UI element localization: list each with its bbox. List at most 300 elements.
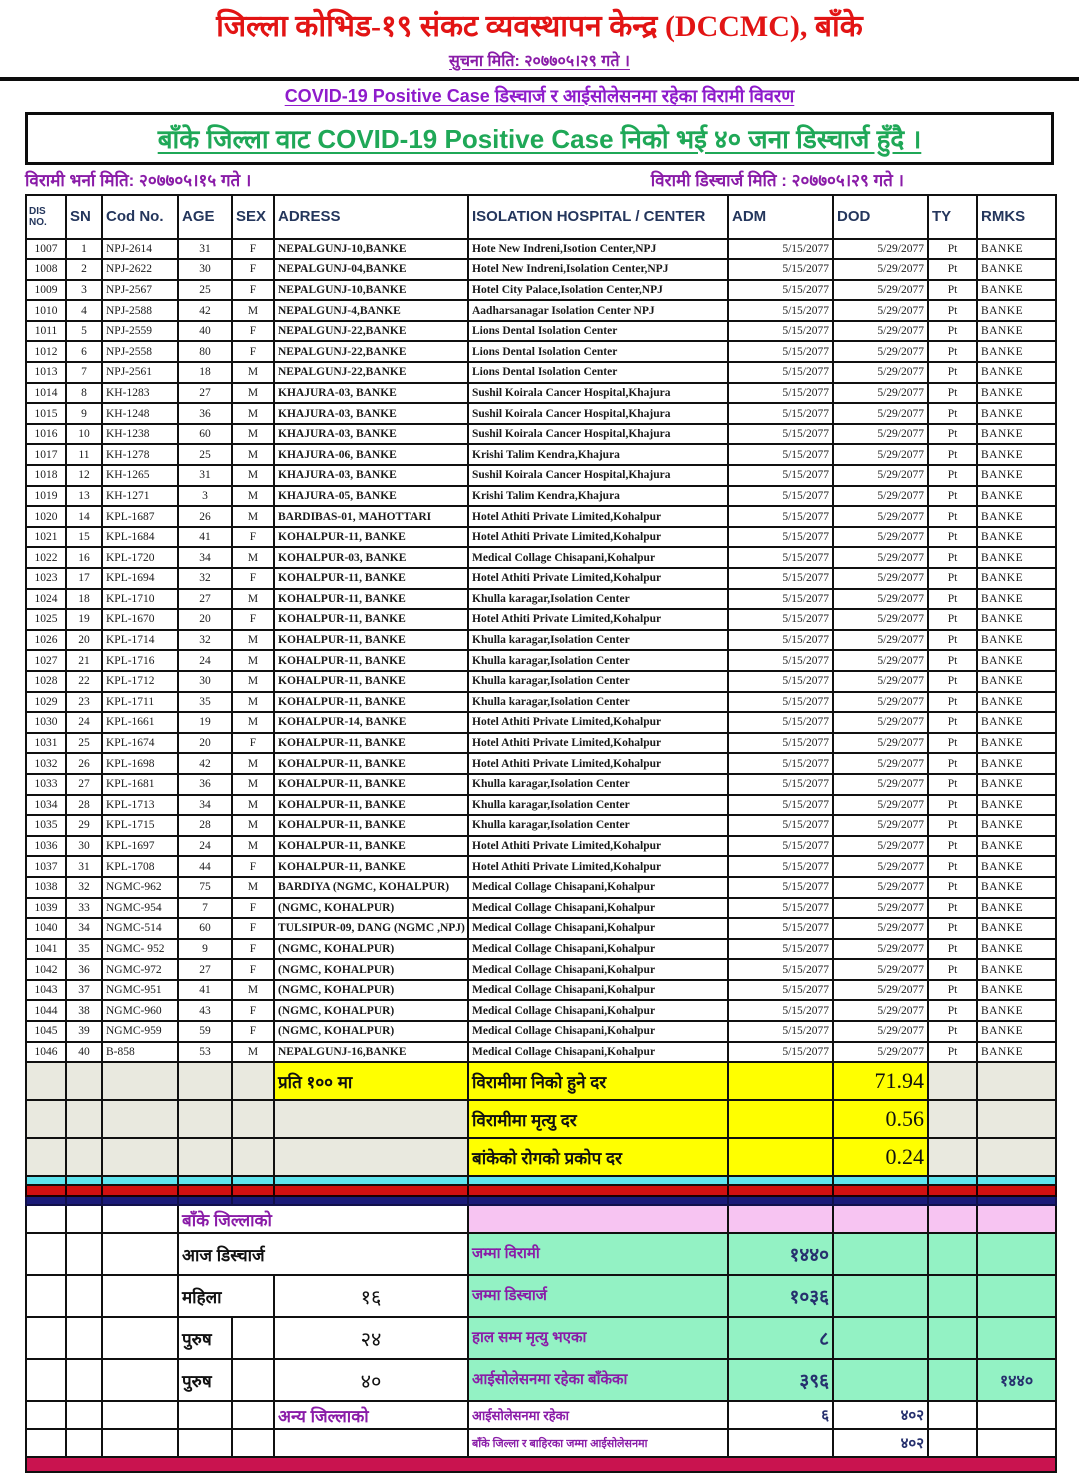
- empty-cell: [66, 1100, 102, 1138]
- cell-age: 36: [178, 403, 232, 424]
- cell-cod: NGMC- 952: [102, 939, 178, 960]
- cell-sex: M: [232, 506, 274, 527]
- cell-dis: 1045: [26, 1021, 66, 1042]
- cell-ty: Pt: [928, 444, 977, 465]
- table-row: [26, 444, 1056, 465]
- cell-dod: 5/29/2077: [833, 362, 928, 383]
- cell-dod: 5/29/2077: [833, 609, 928, 630]
- cell-sex: M: [232, 671, 274, 692]
- cell-address: KOHALPUR-14, BANKE: [274, 712, 468, 733]
- cell-rmks: BANKE: [977, 280, 1056, 301]
- cell-ty: Pt: [928, 1000, 977, 1021]
- cell-dod: 5/29/2077: [833, 959, 928, 980]
- summary-row-grand-total: [26, 1429, 1056, 1457]
- empty-cell: [102, 1100, 178, 1138]
- cell-adm: 5/15/2077: [728, 877, 833, 898]
- cell-isolation: Hote New Indreni,Isotion Center,NPJ: [468, 239, 728, 260]
- cell-age: 32: [178, 630, 232, 651]
- summary-row-district: [26, 1205, 1056, 1233]
- cell-ty: Pt: [928, 836, 977, 857]
- cell-rmks: BANKE: [977, 527, 1056, 548]
- cell-adm: 5/15/2077: [728, 486, 833, 507]
- cell-age: 42: [178, 300, 232, 321]
- cell-sex: M: [232, 547, 274, 568]
- cell-adm: 5/15/2077: [728, 300, 833, 321]
- cell-sex: M: [232, 630, 274, 651]
- cell-age: 59: [178, 1021, 232, 1042]
- mint-cell: [833, 1359, 928, 1401]
- cell-adm: 5/15/2077: [728, 856, 833, 877]
- cell-address: BARDIYA (NGMC, KOHALPUR): [274, 877, 468, 898]
- cell-dis: 1041: [26, 939, 66, 960]
- cell-cod: NGMC-514: [102, 918, 178, 939]
- table-row: [26, 1000, 1056, 1021]
- rate-value-mortality: 0.56: [833, 1100, 928, 1138]
- cell-ty: Pt: [928, 341, 977, 362]
- cell-sn: 6: [66, 341, 102, 362]
- cell-ty: Pt: [928, 527, 977, 548]
- cell-cod: KPL-1670: [102, 609, 178, 630]
- cell-rmks: BANKE: [977, 609, 1056, 630]
- per-100-label: प्रति १०० मा: [274, 1062, 468, 1100]
- cell-cod: KPL-1697: [102, 836, 178, 857]
- cell-sex: M: [232, 486, 274, 507]
- cell-address: TULSIPUR-09, DANG (NGMC ,NPJ): [274, 918, 468, 939]
- isolation-banke-label: आईसोलेसनमा रहेका बाँकेका: [468, 1359, 728, 1401]
- rate-row: [26, 1138, 1056, 1176]
- empty-cell: [728, 1429, 833, 1457]
- cell-dis: 1021: [26, 527, 66, 548]
- cell-cod: KH-1271: [102, 486, 178, 507]
- cell-address: KOHALPUR-11, BANKE: [274, 568, 468, 589]
- cell-adm: 5/15/2077: [728, 424, 833, 445]
- cell-sn: 8: [66, 383, 102, 404]
- rate-row: [26, 1062, 1056, 1100]
- cell-sn: 9: [66, 403, 102, 424]
- cell-dis: 1009: [26, 280, 66, 301]
- cell-rmks: BANKE: [977, 712, 1056, 733]
- cell-sn: 25: [66, 733, 102, 754]
- cell-dis: 1040: [26, 918, 66, 939]
- table-row: [26, 424, 1056, 445]
- cell-ty: Pt: [928, 898, 977, 919]
- cell-ty: Pt: [928, 980, 977, 1001]
- table-row: [26, 568, 1056, 589]
- cell-rmks: BANKE: [977, 383, 1056, 404]
- cell-sn: 4: [66, 300, 102, 321]
- cell-ty: Pt: [928, 774, 977, 795]
- cell-sn: 2: [66, 259, 102, 280]
- cell-adm: 5/15/2077: [728, 239, 833, 260]
- empty-cell: [928, 1062, 977, 1100]
- cell-dis: 1011: [26, 321, 66, 342]
- cell-cod: NGMC-954: [102, 898, 178, 919]
- male2-label: पुरुष: [178, 1359, 232, 1401]
- empty-cell: [26, 1401, 66, 1429]
- empty-cell: [66, 1205, 102, 1233]
- cell-dod: 5/29/2077: [833, 980, 928, 1001]
- cell-sex: F: [232, 321, 274, 342]
- cell-dod: 5/29/2077: [833, 424, 928, 445]
- cell-cod: KPL-1720: [102, 547, 178, 568]
- cell-address: KHAJURA-06, BANKE: [274, 444, 468, 465]
- cell-age: 27: [178, 589, 232, 610]
- cell-sex: M: [232, 692, 274, 713]
- empty-cell: [26, 1138, 66, 1176]
- cell-dod: 5/29/2077: [833, 856, 928, 877]
- cell-isolation: Hotel Athiti Private Limited,Kohalpur: [468, 753, 728, 774]
- rate-label-prevalence: बांकेको रोगको प्रकोप दर: [468, 1138, 728, 1176]
- cell-address: KHAJURA-03, BANKE: [274, 465, 468, 486]
- cell-dis: 1012: [26, 341, 66, 362]
- table-header: [26, 195, 1056, 239]
- cell-sex: F: [232, 918, 274, 939]
- cell-address: (NGMC, KOHALPUR): [274, 980, 468, 1001]
- cell-rmks: BANKE: [977, 836, 1056, 857]
- cell-address: KOHALPUR-11, BANKE: [274, 609, 468, 630]
- banner-box: [25, 112, 1054, 165]
- table-row: [26, 918, 1056, 939]
- table-row: [26, 259, 1056, 280]
- cell-address: KOHALPUR-11, BANKE: [274, 856, 468, 877]
- table-row: [26, 671, 1056, 692]
- cell-sex: M: [232, 383, 274, 404]
- cell-adm: 5/15/2077: [728, 527, 833, 548]
- empty-cell: [977, 1401, 1056, 1429]
- cell-age: 18: [178, 362, 232, 383]
- cell-cod: KPL-1713: [102, 795, 178, 816]
- cell-age: 42: [178, 753, 232, 774]
- cell-address: KOHALPUR-11, BANKE: [274, 650, 468, 671]
- cell-rmks: BANKE: [977, 362, 1056, 383]
- table-row: [26, 650, 1056, 671]
- cell-address: NEPALGUNJ-22,BANKE: [274, 341, 468, 362]
- pink-cell: [977, 1205, 1056, 1233]
- table-row: [26, 465, 1056, 486]
- empty-cell: [26, 1429, 66, 1457]
- table-row: [26, 939, 1056, 960]
- cell-dis: 1044: [26, 1000, 66, 1021]
- empty-cell: [232, 1100, 274, 1138]
- cell-age: 30: [178, 671, 232, 692]
- table-row: [26, 300, 1056, 321]
- deaths-label: हाल सम्म मृत्यु भएका: [468, 1317, 728, 1359]
- cell-rmks: BANKE: [977, 692, 1056, 713]
- table-row: [26, 795, 1056, 816]
- cell-isolation: Khulla karagar,Isolation Center: [468, 774, 728, 795]
- cell-dis: 1017: [26, 444, 66, 465]
- cell-isolation: Hotel Athiti Private Limited,Kohalpur: [468, 712, 728, 733]
- cell-rmks: BANKE: [977, 259, 1056, 280]
- empty-cell: [928, 1401, 977, 1429]
- cell-address: NEPALGUNJ-10,BANKE: [274, 280, 468, 301]
- cell-ty: Pt: [928, 589, 977, 610]
- cell-cod: NPJ-2561: [102, 362, 178, 383]
- cell-isolation: Medical Collage Chisapani,Kohalpur: [468, 1021, 728, 1042]
- cell-adm: 5/15/2077: [728, 506, 833, 527]
- cell-rmks: BANKE: [977, 239, 1056, 260]
- cell-sn: 28: [66, 795, 102, 816]
- cell-dod: 5/29/2077: [833, 836, 928, 857]
- cell-cod: NPJ-2559: [102, 321, 178, 342]
- cell-rmks: BANKE: [977, 753, 1056, 774]
- cell-dod: 5/29/2077: [833, 650, 928, 671]
- cell-isolation: Hotel Athiti Private Limited,Kohalpur: [468, 609, 728, 630]
- cell-ty: Pt: [928, 733, 977, 754]
- cell-adm: 5/15/2077: [728, 918, 833, 939]
- cell-ty: Pt: [928, 712, 977, 733]
- table-row: [26, 280, 1056, 301]
- cell-sex: M: [232, 795, 274, 816]
- cell-age: 75: [178, 877, 232, 898]
- cell-address: NEPALGUNJ-22,BANKE: [274, 362, 468, 383]
- cell-isolation: Medical Collage Chisapani,Kohalpur: [468, 877, 728, 898]
- cell-dod: 5/29/2077: [833, 259, 928, 280]
- table-row: [26, 403, 1056, 424]
- total-discharge-label: जम्मा डिस्चार्ज: [468, 1275, 728, 1317]
- cell-isolation: Sushil Koirala Cancer Hospital,Khajura: [468, 403, 728, 424]
- male-label: पुरुष: [178, 1317, 232, 1359]
- cell-address: KOHALPUR-03, BANKE: [274, 547, 468, 568]
- empty-cell: [66, 1138, 102, 1176]
- cell-address: (NGMC, KOHALPUR): [274, 959, 468, 980]
- empty-cell: [728, 1062, 833, 1100]
- cell-sex: M: [232, 712, 274, 733]
- cell-dod: 5/29/2077: [833, 239, 928, 260]
- table-row: [26, 856, 1056, 877]
- table-row: [26, 239, 1056, 260]
- mint-cell: [928, 1233, 977, 1275]
- cell-isolation: Khulla karagar,Isolation Center: [468, 692, 728, 713]
- cell-isolation: Sushil Koirala Cancer Hospital,Khajura: [468, 383, 728, 404]
- cell-ty: Pt: [928, 671, 977, 692]
- cell-dod: 5/29/2077: [833, 403, 928, 424]
- cell-rmks: BANKE: [977, 568, 1056, 589]
- rate-value-prevalence: 0.24: [833, 1138, 928, 1176]
- table-row: [26, 898, 1056, 919]
- cell-age: 40: [178, 321, 232, 342]
- cell-dod: 5/29/2077: [833, 321, 928, 342]
- cell-adm: 5/15/2077: [728, 733, 833, 754]
- cell-sn: 23: [66, 692, 102, 713]
- cell-age: 43: [178, 1000, 232, 1021]
- cell-sex: F: [232, 1000, 274, 1021]
- empty-cell: [928, 1138, 977, 1176]
- cell-sex: F: [232, 609, 274, 630]
- table-row: [26, 1021, 1056, 1042]
- cell-rmks: BANKE: [977, 444, 1056, 465]
- cell-ty: Pt: [928, 753, 977, 774]
- cell-cod: KPL-1710: [102, 589, 178, 610]
- cell-isolation: Hotel New Indreni,Isolation Center,NPJ: [468, 259, 728, 280]
- cell-dis: 1016: [26, 424, 66, 445]
- red-strip: [26, 1185, 1056, 1196]
- cell-cod: NGMC-960: [102, 1000, 178, 1021]
- cell-sn: 20: [66, 630, 102, 651]
- cell-sex: F: [232, 239, 274, 260]
- cell-address: KOHALPUR-11, BANKE: [274, 836, 468, 857]
- cell-sex: M: [232, 444, 274, 465]
- cell-isolation: Aadharsanagar Isolation Center NPJ: [468, 300, 728, 321]
- cell-sex: M: [232, 403, 274, 424]
- cell-sn: 30: [66, 836, 102, 857]
- cell-dod: 5/29/2077: [833, 898, 928, 919]
- empty-cell: [102, 1401, 178, 1429]
- mint-cell: [833, 1275, 928, 1317]
- cell-cod: NPJ-2567: [102, 280, 178, 301]
- rates-section: [26, 1062, 1056, 1176]
- cell-address: KHAJURA-03, BANKE: [274, 383, 468, 404]
- cell-sex: F: [232, 959, 274, 980]
- cell-address: KOHALPUR-11, BANKE: [274, 733, 468, 754]
- cell-age: 30: [178, 259, 232, 280]
- cell-isolation: Khulla karagar,Isolation Center: [468, 650, 728, 671]
- cell-dis: 1010: [26, 300, 66, 321]
- cell-sn: 15: [66, 527, 102, 548]
- divider: [0, 77, 1079, 81]
- cell-age: 9: [178, 939, 232, 960]
- cell-cod: B-858: [102, 1042, 178, 1063]
- other-isolation-dod: ४०२: [833, 1401, 928, 1429]
- empty-cell: [178, 1429, 232, 1457]
- cell-ty: Pt: [928, 403, 977, 424]
- table-row: [26, 609, 1056, 630]
- cell-age: 26: [178, 506, 232, 527]
- cell-age: 44: [178, 856, 232, 877]
- cell-age: 28: [178, 815, 232, 836]
- cell-dis: 1023: [26, 568, 66, 589]
- empty-cell: [274, 1100, 468, 1138]
- cell-dis: 1027: [26, 650, 66, 671]
- empty-cell: [102, 1233, 178, 1275]
- cell-ty: Pt: [928, 321, 977, 342]
- table-row: [26, 506, 1056, 527]
- cell-sex: F: [232, 568, 274, 589]
- cell-address: KOHALPUR-11, BANKE: [274, 692, 468, 713]
- cell-address: KHAJURA-03, BANKE: [274, 403, 468, 424]
- cell-dod: 5/29/2077: [833, 465, 928, 486]
- cell-dod: 5/29/2077: [833, 795, 928, 816]
- cell-dod: 5/29/2077: [833, 568, 928, 589]
- cell-dis: 1022: [26, 547, 66, 568]
- cell-rmks: BANKE: [977, 959, 1056, 980]
- empty-cell: [274, 1429, 468, 1457]
- cell-rmks: BANKE: [977, 671, 1056, 692]
- cell-sn: 11: [66, 444, 102, 465]
- empty-cell: [102, 1062, 178, 1100]
- cell-ty: Pt: [928, 959, 977, 980]
- empty-cell: [102, 1359, 178, 1401]
- cell-adm: 5/15/2077: [728, 589, 833, 610]
- cell-sex: F: [232, 733, 274, 754]
- cell-rmks: BANKE: [977, 980, 1056, 1001]
- pink-cell: [468, 1205, 728, 1233]
- cell-adm: 5/15/2077: [728, 383, 833, 404]
- cell-rmks: BANKE: [977, 939, 1056, 960]
- cell-age: 7: [178, 898, 232, 919]
- cell-cod: NPJ-2558: [102, 341, 178, 362]
- cell-dod: 5/29/2077: [833, 692, 928, 713]
- cell-age: 32: [178, 568, 232, 589]
- cell-address: KHAJURA-05, BANKE: [274, 486, 468, 507]
- cell-dod: 5/29/2077: [833, 877, 928, 898]
- cell-isolation: Khulla karagar,Isolation Center: [468, 630, 728, 651]
- empty-cell: [102, 1317, 178, 1359]
- cell-address: (NGMC, KOHALPUR): [274, 898, 468, 919]
- cell-cod: NGMC-959: [102, 1021, 178, 1042]
- cell-adm: 5/15/2077: [728, 692, 833, 713]
- empty-cell: [26, 1205, 66, 1233]
- cell-sn: 33: [66, 898, 102, 919]
- cell-ty: Pt: [928, 939, 977, 960]
- cell-dis: 1034: [26, 795, 66, 816]
- empty-cell: [26, 1359, 66, 1401]
- cell-sn: 36: [66, 959, 102, 980]
- table-row: [26, 321, 1056, 342]
- empty-cell: [977, 1100, 1056, 1138]
- cell-adm: 5/15/2077: [728, 795, 833, 816]
- table-row: [26, 774, 1056, 795]
- cell-ty: Pt: [928, 877, 977, 898]
- cell-adm: 5/15/2077: [728, 815, 833, 836]
- other-isolation-label: आईसोलेसनमा रहेका: [468, 1401, 728, 1429]
- today-discharge-label: आज डिस्चार्ज: [178, 1233, 468, 1275]
- cell-address: NEPALGUNJ-16,BANKE: [274, 1042, 468, 1063]
- cell-adm: 5/15/2077: [728, 1042, 833, 1063]
- cell-cod: KH-1238: [102, 424, 178, 445]
- cell-rmks: BANKE: [977, 1021, 1056, 1042]
- cell-sex: M: [232, 980, 274, 1001]
- cell-rmks: BANKE: [977, 1042, 1056, 1063]
- cell-age: 80: [178, 341, 232, 362]
- col-header-dis-no: DIS NO.: [26, 195, 66, 239]
- table-row: [26, 836, 1056, 857]
- cell-dod: 5/29/2077: [833, 1000, 928, 1021]
- summary-row-other-district: [26, 1401, 1056, 1429]
- cell-sn: 21: [66, 650, 102, 671]
- cell-address: KOHALPUR-11, BANKE: [274, 630, 468, 651]
- cell-sex: M: [232, 753, 274, 774]
- cell-address: NEPALGUNJ-22,BANKE: [274, 321, 468, 342]
- empty-cell: [102, 1205, 178, 1233]
- cell-dis: 1036: [26, 836, 66, 857]
- cell-isolation: Lions Dental Isolation Center: [468, 362, 728, 383]
- cell-cod: KPL-1715: [102, 815, 178, 836]
- cell-sn: 7: [66, 362, 102, 383]
- cell-cod: KPL-1694: [102, 568, 178, 589]
- cell-isolation: Sushil Koirala Cancer Hospital,Khajura: [468, 465, 728, 486]
- pink-cell: [728, 1205, 833, 1233]
- cell-dis: 1019: [26, 486, 66, 507]
- document-page: [0, 10, 1079, 1434]
- empty-cell: [102, 1429, 178, 1457]
- pink-cell: [928, 1205, 977, 1233]
- cell-adm: 5/15/2077: [728, 465, 833, 486]
- cell-adm: 5/15/2077: [728, 341, 833, 362]
- cell-adm: 5/15/2077: [728, 403, 833, 424]
- cell-rmks: BANKE: [977, 650, 1056, 671]
- cell-dod: 5/29/2077: [833, 1042, 928, 1063]
- cell-age: 20: [178, 733, 232, 754]
- cell-sn: 13: [66, 486, 102, 507]
- cell-sex: M: [232, 877, 274, 898]
- cell-dod: 5/29/2077: [833, 300, 928, 321]
- cell-adm: 5/15/2077: [728, 959, 833, 980]
- col-header-sex: SEX: [232, 195, 274, 239]
- cell-isolation: Khulla karagar,Isolation Center: [468, 589, 728, 610]
- cell-age: 60: [178, 424, 232, 445]
- cell-ty: Pt: [928, 918, 977, 939]
